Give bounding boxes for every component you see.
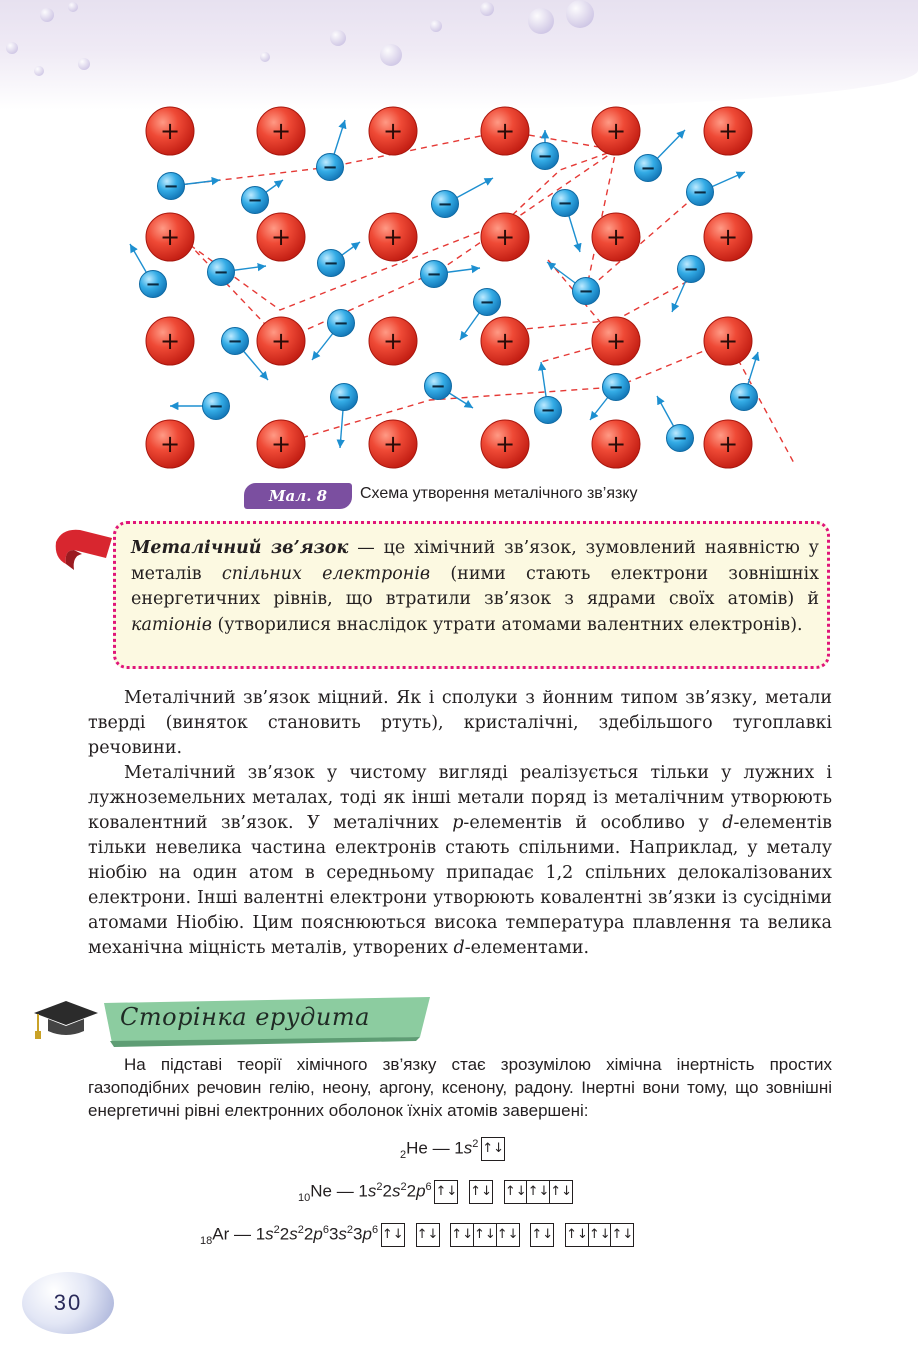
cation [146,213,194,261]
cation [704,213,752,261]
cation-charge: + [605,117,627,145]
cation-charge: + [270,117,292,145]
orbital-cells [417,1223,440,1247]
cation-charge: + [159,430,181,458]
orbital-letter: p [362,1224,372,1244]
cation [481,107,529,155]
orbital-letter: s [338,1224,347,1244]
page-number: 30 [22,1272,114,1334]
cation-charge: + [605,430,627,458]
electron-charge: − [323,253,339,274]
electron-charge: − [227,331,243,352]
cation-charge: + [494,117,516,145]
electron [425,373,452,400]
cation [257,107,305,155]
electron-charge: − [608,377,624,398]
paragraph-text: Металічний зв’язок у чистому вигляді реалізується тільки у лужних і лужноземельних металах, тоді як інші метали поряд із металічним утворюють ковалентний зв’язок. У металічних [88,763,832,833]
electron-charge: − [145,274,161,295]
paragraph-1 [88,686,832,761]
cation-charge: + [494,327,516,355]
cation [369,107,417,155]
formula-element: Ar — 1 [212,1224,266,1244]
definition-shared-electrons: спільних електронів [221,563,431,584]
electron-charge: − [213,262,229,283]
electrons-layer [140,143,758,452]
orbital-cell: ↑↓ [381,1223,405,1247]
cation [257,317,305,365]
cation-charge: + [382,117,404,145]
cation-charge: + [717,327,739,355]
electron [432,191,459,218]
electron-charge: − [426,264,442,285]
orbital-cell: ↑↓ [416,1223,440,1247]
d-letter: d [453,938,465,958]
electron-count: 2 [376,1180,383,1193]
cation-charge: + [159,327,181,355]
cation [592,213,640,261]
orbital-cell: ↑↓ [504,1180,528,1204]
electron-charge: − [430,376,446,397]
electron-charge: − [540,400,556,421]
orbital-cell: ↑↓ [530,1223,554,1247]
erudite-text [88,1053,832,1122]
electron [667,425,694,452]
cation-charge: + [270,430,292,458]
header-decoration [0,0,918,110]
electron [678,256,705,283]
electron-charge: − [479,292,495,313]
orbital-cells [436,1180,459,1204]
p-letter: p [452,813,464,833]
orbital-cell: ↑↓ [469,1180,493,1204]
electron [731,384,758,411]
cation [481,213,529,261]
orbital-letter: s [289,1224,298,1244]
electron-charge: − [683,259,699,280]
atomic-number: 18 [200,1234,213,1247]
cation-charge: + [270,327,292,355]
electron-charge: − [578,281,594,302]
electron-charge: − [557,193,573,214]
cation-charge: + [717,117,739,145]
formula-helium [400,1137,505,1161]
electron-charge: − [736,387,752,408]
cation [481,420,529,468]
orbital-cells [566,1223,634,1247]
electron [331,384,358,411]
orbital-cell: ↑↓ [526,1180,550,1204]
cation [369,317,417,365]
formula-element: Ne — 1 [310,1181,368,1201]
electron [208,259,235,286]
orbital-cell: ↑↓ [565,1223,589,1247]
paragraph-text: -елементів тільки невелика частина електронів стають спільними. Наприклад, у металу ніобію на один атом в середньому припадає 1,2 спільних делокалізованих електрони. Інші валентні електрони утворюють ковалентні зв’язки із сусідніми атомами Ніобію. Цим пояснюються висока температура плавлення та велика механічна міцність металів, утворених [88,813,832,958]
electron [318,250,345,277]
paragraph-text: Металічний зв’язок міцний. Як і сполуки з йонним типом зв’язку, метали тверді (виняток становить ртуть), кристалічні, здебільшого тугоплавкі речовини. [88,688,832,758]
cation [369,420,417,468]
cation [257,213,305,261]
orbital-letter: s [367,1181,377,1201]
cation [592,107,640,155]
definition-part: — це хімічний зв’язок, зумовлений наявністю у металів [131,538,819,584]
electron-count: 6 [322,1223,329,1236]
definition-cations: катіонів [131,614,212,635]
cation-charge: + [717,430,739,458]
electron-charge: − [537,146,553,167]
electron [635,155,662,182]
cation [146,317,194,365]
electron-count: 2 [273,1223,280,1236]
cation-charge: + [382,327,404,355]
electron-charge: − [437,194,453,215]
cation [369,213,417,261]
cation [704,107,752,155]
definition-text [131,536,819,638]
orbital-cell: ↑↓ [588,1223,612,1247]
shell-number: 3 [328,1224,339,1244]
orbital-cells [532,1223,555,1247]
cation [481,317,529,365]
cation [257,420,305,468]
cation-charge: + [382,223,404,251]
cation-charge: + [159,223,181,251]
orbital-cell: ↑↓ [496,1223,520,1247]
shell-number: 2 [303,1224,314,1244]
orbital-letter: s [463,1138,473,1158]
shell-number: 3 [353,1224,363,1244]
electron [421,261,448,288]
orbital-cells [382,1223,405,1247]
cation-charge: + [159,117,181,145]
formula-argon [200,1223,634,1247]
electron [573,278,600,305]
electron [532,143,559,170]
definition-term: Металічний зв’язок [131,538,349,558]
electron-charge: − [336,387,352,408]
cation [704,420,752,468]
electron [203,393,230,420]
electron-charge: − [640,158,656,179]
cation [592,317,640,365]
erudite-title: Сторінка ерудита [120,1003,370,1031]
cation [704,317,752,365]
electron-count: 6 [371,1223,379,1236]
electron-count: 2 [400,1180,407,1193]
paragraph-text: -елементів й особливо у [463,813,723,833]
electron [687,179,714,206]
electron [242,187,269,214]
electron [552,190,579,217]
figure-tag: Мал. 8 [244,483,352,509]
definition-part: (ними стають електрони зовнішніх енергетичних рівнів, що втратили зв’язок з ядрами своїх атомів) й [131,563,819,609]
paragraph-text: -елементами. [464,938,590,958]
shell-number: 2 [382,1181,392,1201]
cation-charge: + [605,327,627,355]
cation-charge: + [494,430,516,458]
orbital-cell: ↑↓ [473,1223,497,1247]
orbital-cell: ↑↓ [450,1223,474,1247]
cation-charge: + [605,223,627,251]
electron [140,271,167,298]
electron [328,310,355,337]
atomic-number: 2 [400,1148,407,1161]
orbital-cells [470,1180,493,1204]
cation-charge: + [717,223,739,251]
cation-charge: + [270,223,292,251]
electron-count: 2 [346,1223,354,1236]
orbital-cell: ↑↓ [481,1137,505,1161]
electron-charge: − [247,190,263,211]
shell-number: 2 [406,1181,417,1201]
electron-charge: − [208,396,224,417]
electron-charge: − [672,428,688,449]
electron-charge: − [333,313,349,334]
orbital-cell: ↑↓ [610,1223,634,1247]
electron-charge: − [163,176,179,197]
cation [146,107,194,155]
formula-neon [298,1180,573,1204]
electron [222,328,249,355]
orbital-cells [452,1223,520,1247]
electron-count: 2 [297,1223,304,1236]
electron [535,397,562,424]
orbital-cell: ↑↓ [549,1180,573,1204]
definition-part: (утворилися внаслідок утрати атомами валентних електронів). [211,614,803,635]
electron [474,289,501,316]
cation-charge: + [494,223,516,251]
electron [317,154,344,181]
paragraph-2 [88,761,832,961]
cation-charge: + [382,430,404,458]
orbital-letter: p [416,1181,426,1201]
electron-count: 2 [472,1137,479,1150]
shell-number: 2 [279,1224,290,1244]
electron-charge: − [322,157,338,178]
metallic-bond-diagram [120,98,810,478]
bookmark-ribbon-icon [52,524,122,586]
cation [592,420,640,468]
orbital-cells [482,1137,505,1161]
atomic-number: 10 [298,1191,311,1204]
orbital-cell: ↑↓ [434,1180,458,1204]
electron-charge: − [692,182,708,203]
erudite-paragraph: На підставі теорії хімічного зв’язку стає зрозумілою хімічна інертність простих газоподібних речовин гелію, неону, аргону, ксенону, радону. Інертні вони тому, що зовнішні енергетичні рівні електронних оболонок їхніх атомів завершені: [88,1055,832,1120]
cation [146,420,194,468]
figure-caption: Схема утворення металічного зв’язку [360,485,638,502]
formula-element: He — 1 [406,1138,464,1158]
electron-count: 6 [425,1180,432,1193]
d-letter: d [722,813,734,833]
orbital-letter: s [391,1181,401,1201]
orbital-letter: s [265,1224,274,1244]
orbital-letter: p [313,1224,323,1244]
orbital-cells [505,1180,573,1204]
electron [158,173,185,200]
graduation-cap-icon [34,1001,98,1039]
cations-layer [146,107,752,468]
electron [603,374,630,401]
